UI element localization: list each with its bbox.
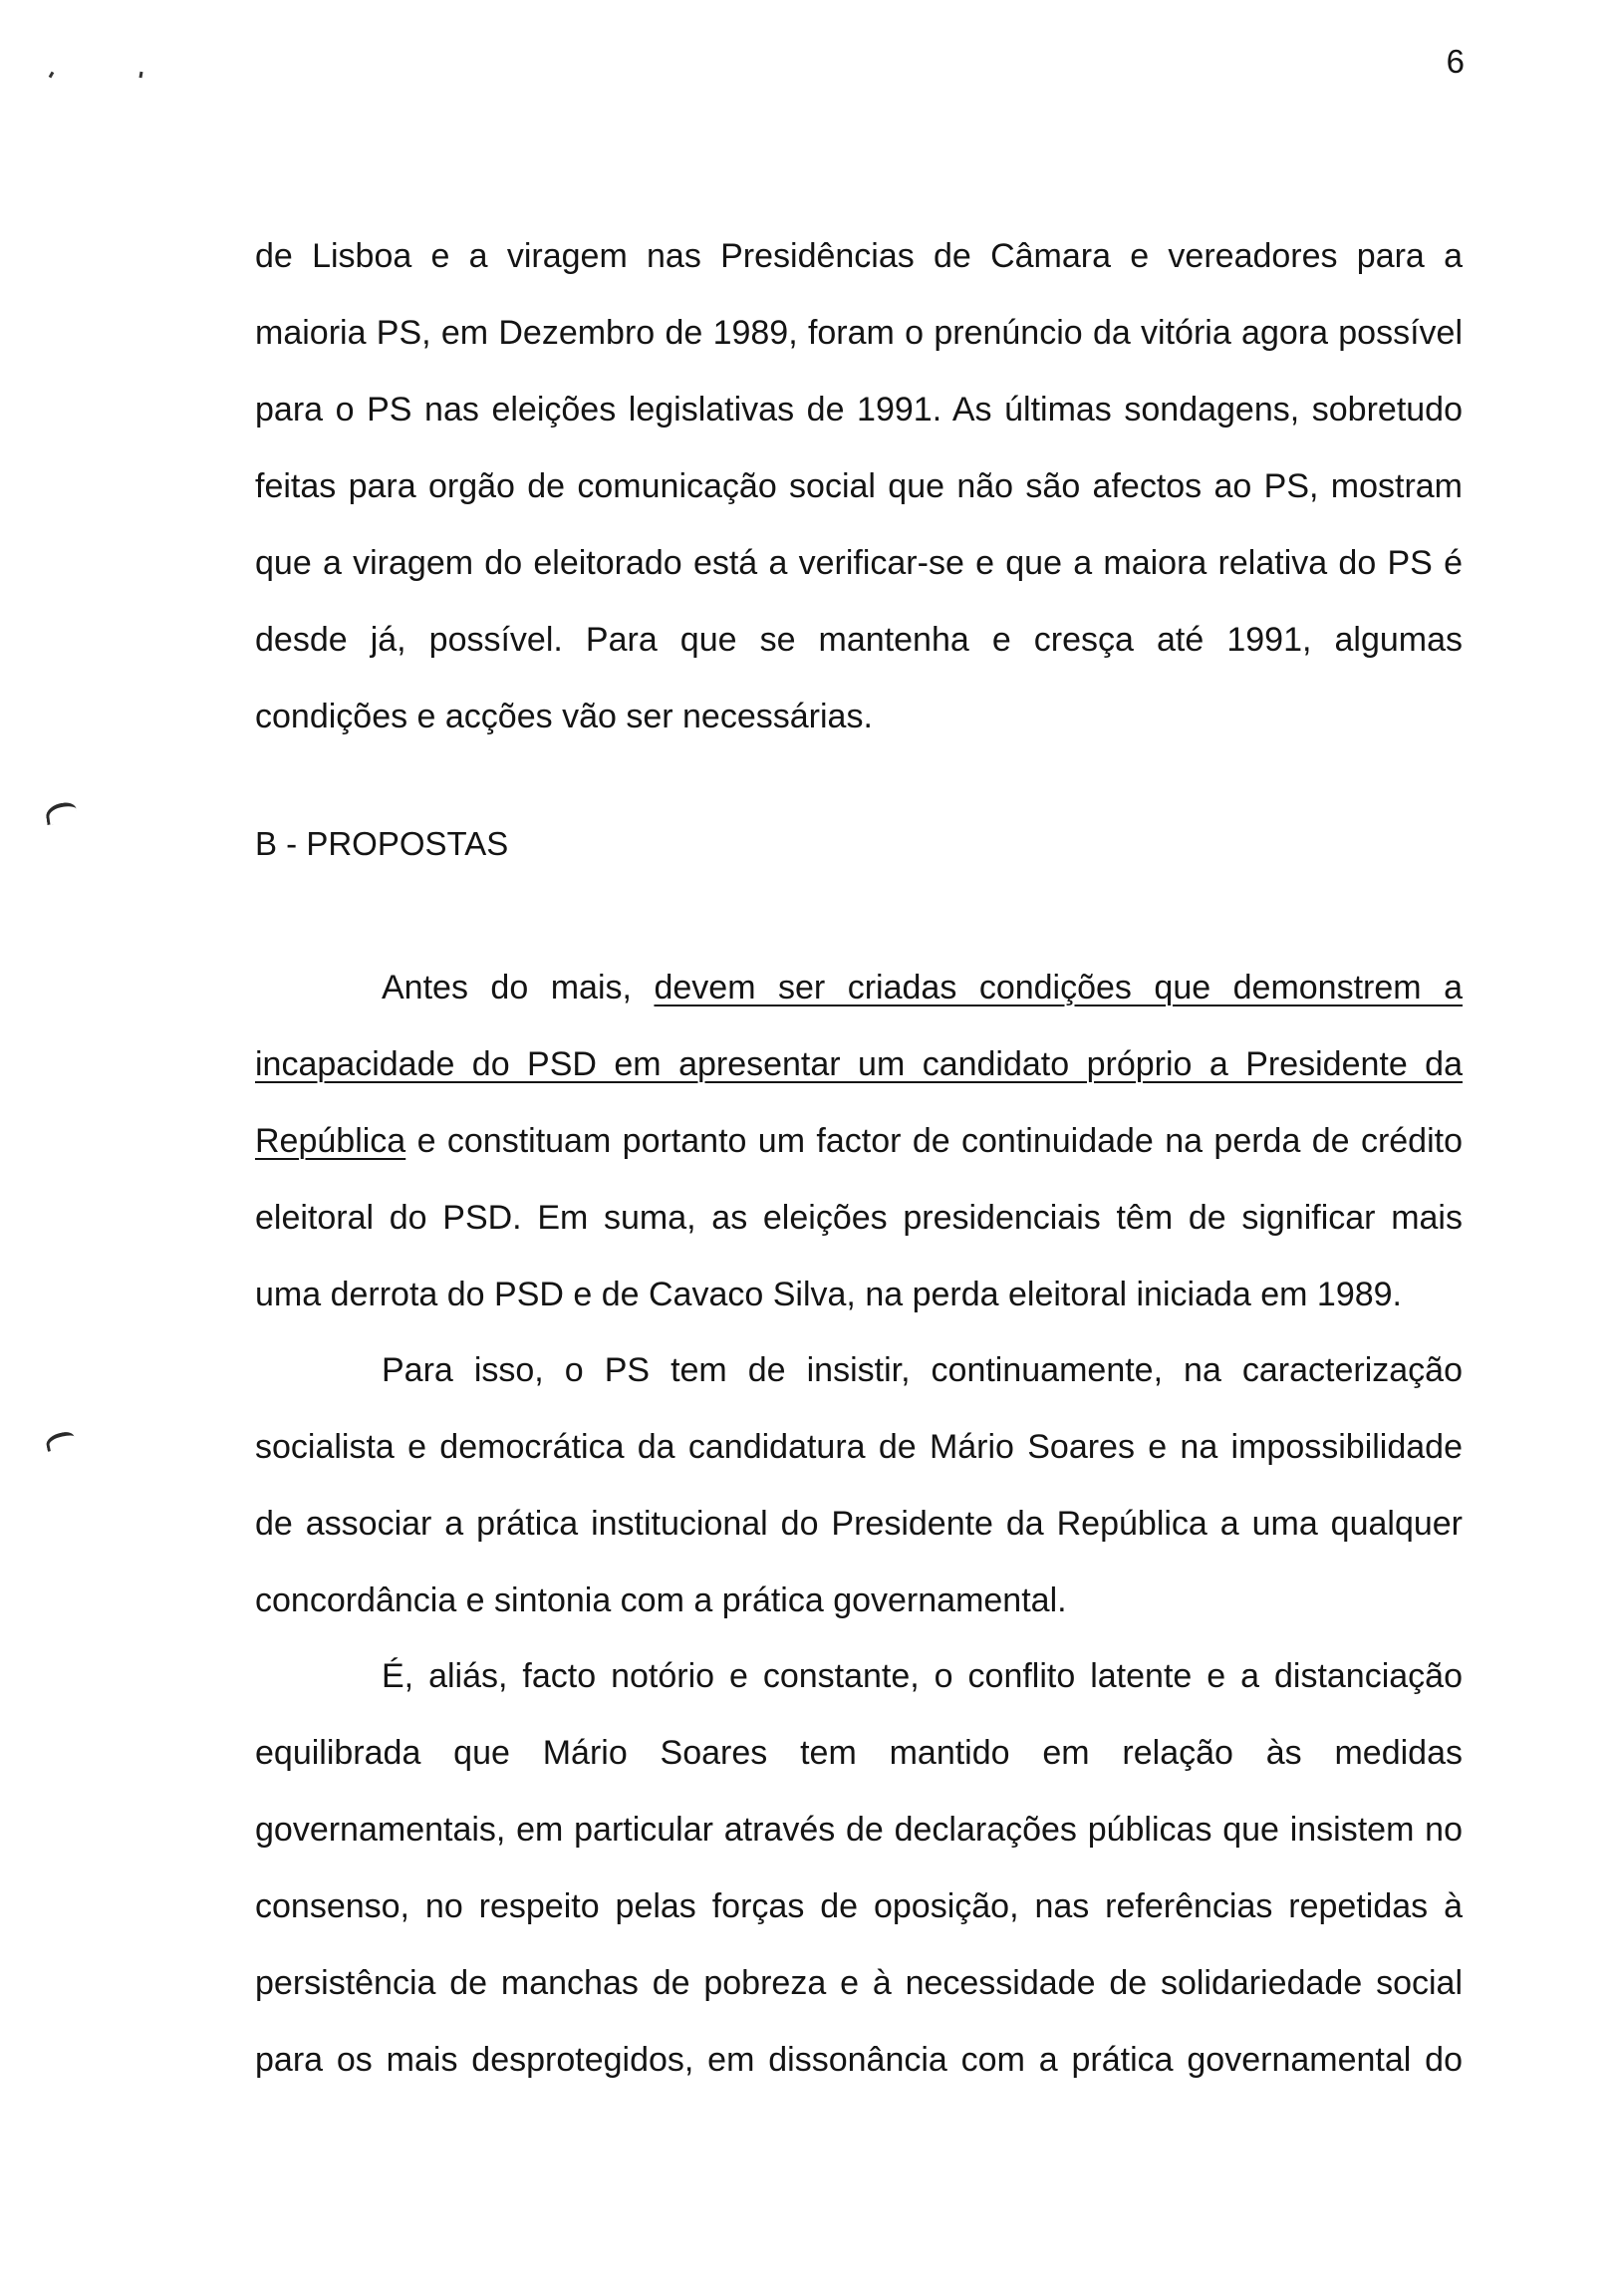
paragraph-continuation: e constituam portanto um factor de continuidade na perda de crédito eleitoral do PSD. Em suma, as eleições presidenciais têm de significar mais uma derrota do PSD e de Cavaco Silva, na perda eleitoral iniciada em 1989. [255,1122,1463,1313]
paragraph-proposal-2: Para isso, o PS tem de insistir, continuamente, na caracterização socialista e democrática da candidatura de Mário Soares e na impossibilidade de associar a prática institucional do Presidente da República a uma qualquer concordância e sintonia com a prática governamental. [255,1351,1463,1619]
section-heading: B - PROPOSTAS [255,825,509,862]
scan-mark [49,72,55,79]
underlined-statement: devem ser criadas condições que demonstrem a incapacidade do PSD em apresentar um candidato próprio a Presidente da República [255,969,1463,1160]
paragraph-proposal-1 [255,950,1463,1333]
scan-mark [139,72,143,78]
hole-punch-mark [45,1430,77,1452]
paragraph-lead: Antes do mais, [382,969,655,1006]
hole-punch-mark [45,801,78,825]
page-number: 6 [1446,43,1465,80]
paragraph-intro: de Lisboa e a viragem nas Presidências de Câmara e vereadores para a maioria PS, em Dezembro de 1989, foram o prenúncio da vitória agora possível para o PS nas eleições legislativas de 1991. As últimas sondagens, sobretudo feitas para orgão de comunicação social que não são afectos ao PS, mostram que a viragem do eleitorado está a verificar-se e que a maiora relativa do PS é desde já, possível. Para que se mantenha e cresça até 1991, algumas condições e acções vão ser necessárias. [255,237,1463,735]
paragraph-proposal-3: É, aliás, facto notório e constante, o conflito latente e a distanciação equilibrada que Mário Soares tem mantido em relação às medidas governamentais, em particular através de declarações públicas que insistem no consenso, no respeito pelas forças de oposição, nas referências repetidas à persistência de manchas de pobreza e à necessidade de solidariedade social para os mais desprotegidos, em dissonância com a prática governamental do [255,1657,1463,2079]
